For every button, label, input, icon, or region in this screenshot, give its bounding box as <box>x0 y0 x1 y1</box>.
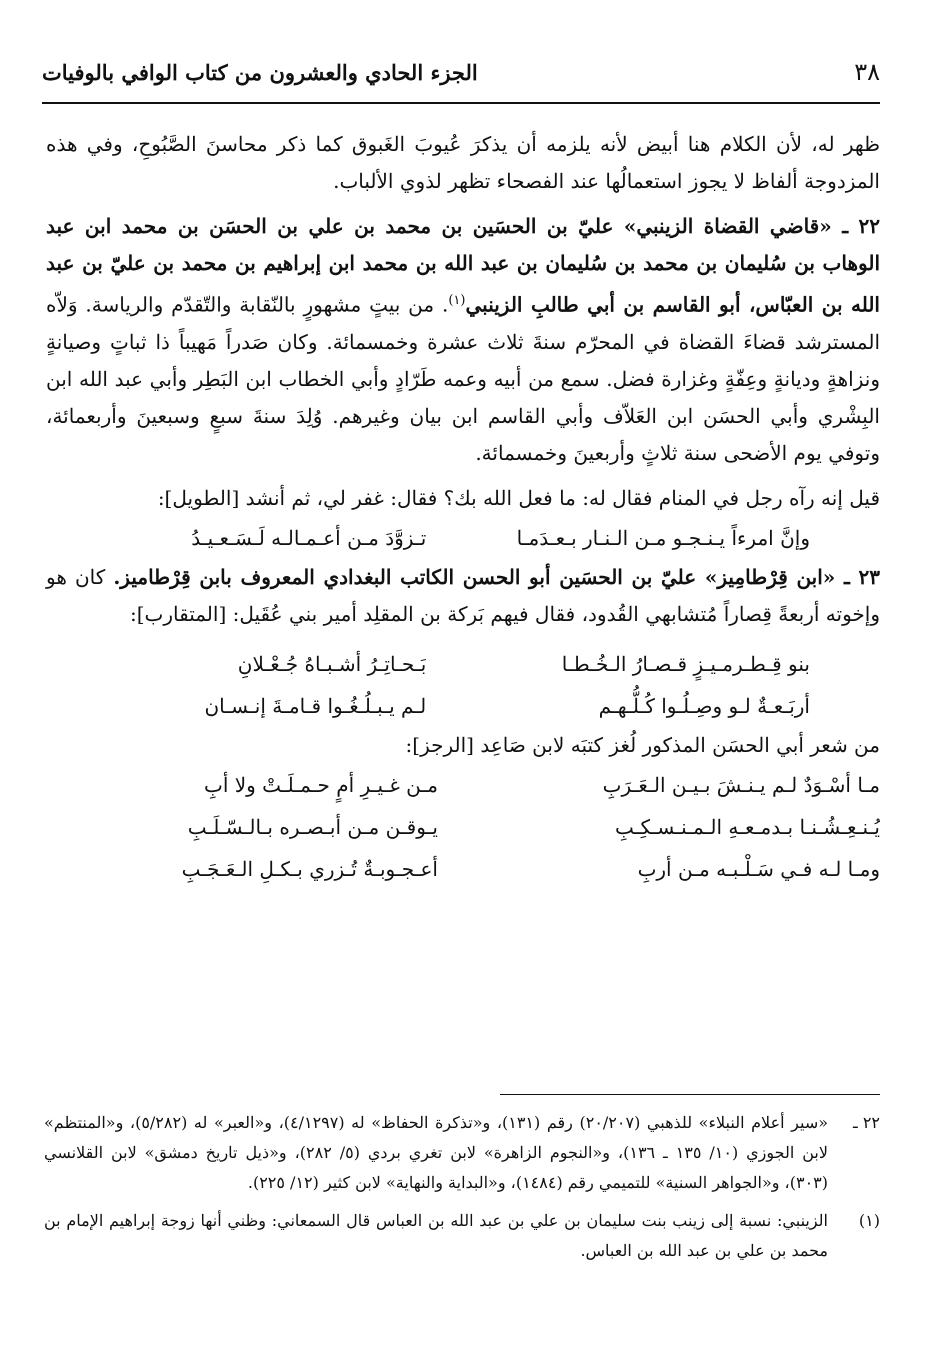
page-header <box>42 52 880 98</box>
verse-hemistich-first: ومـا لـه فـي سَـلْـبـه مـن أربِ <box>637 856 880 881</box>
entry-22 <box>46 208 880 472</box>
main-text <box>46 126 880 890</box>
verse-line <box>46 643 880 685</box>
paragraph-opening: ظهر له، لأن الكلام هنا أبيض لأنه يلزمه أن يذكرَ عُيوبَ الغَبوق كما ذكر محاسنَ الصَّبُوحِ، وفي هذه المزدوجة ألفاظ لا يجوز استعمالُها عند الفصحاء تظهر لذوي الألباب. <box>46 132 880 193</box>
verse-line <box>46 517 880 559</box>
paragraph-poetry-intro: من شعر أبي الحسَن المذكور لُغز كتبَه لابن صَاعِد [الرجز]: <box>405 732 880 757</box>
verse-hemistich-second: لـم يـبـلُـغُـوا قـامـةَ إنـسـان <box>204 693 427 718</box>
verse-hemistich-first: أربَـعـةٌ لـو وصِـلُـوا كُـلُّـهـم <box>598 693 810 718</box>
header-rule <box>42 102 880 104</box>
entry-23-heading: ٢٣ ـ «ابن قِرْطامِيز» عليّ بن الحسَين أبو الحسن الكاتب البغدادي المعروف بابن قِرْطاميز. <box>113 564 881 589</box>
footnote-number: (١) <box>858 1211 880 1230</box>
verse-hemistich-first: بنو قِـطـرمـيـزٍ قـصـارُ الـخُـطـا <box>561 651 810 676</box>
verse-line <box>46 848 880 890</box>
footnote-rule <box>500 1094 880 1095</box>
verse-hemistich-second: أعـجـوبـةٌ تُـزري بـكـلِ الـعَـجَـبِ <box>181 856 438 881</box>
verse-hemistich-second: مـن غـيـرِ أمٍ حـمـلَـتْ ولا أبِ <box>203 772 438 797</box>
paragraph-dream: قيل إنه رآه رجل في المنام فقال له: ما فعل الله بك؟ فقال: غفر لي، ثم أنشد [الطويل]: <box>157 485 880 510</box>
verse-hemistich-second: يـوقـن مـن أبـصـره بـالـسّـلَـبِ <box>187 814 438 839</box>
footnote-sources <box>44 1108 880 1198</box>
entry-22-text: . من بيتٍ مشهورٍ بالنّقابة والتّقدّم والرياسة. وَلاّه المسترشد قضاءَ القضاة في المحرّم سنةَ ثلاث عشرة وخمسمائة. وكان صَدراً مَهيباً ذا ثباتٍ وصيانةٍ ونزاهةٍ وديانةٍ وعِفّةٍ وغزارة فضل. سمع من أبيه وعمه طَرّادٍ وأبي الخطاب ابن البَطِر وأبي عبد الله ابن البِشْري وأبي الحسَن ابن العَلاّف وأبي القاسم ابن بيان وغيرهم. وُلِدَ سنةَ سبعٍ وسبعينَ وأربعمائة، وتوفي يوم الأضحى سنة ثلاثٍ وأربعينَ وخمسمائة. <box>46 292 880 465</box>
footnote-number: ٢٢ ـ <box>853 1113 880 1132</box>
verse-line <box>46 806 880 848</box>
verse-line <box>46 764 880 806</box>
entry-22-heading: ٢٢ ـ «قاضي القضاة الزينبي» عليّ بن الحسَين بن محمد بن علي بن الحسَن بن محمد ابن عبد الوهاب بن سُليمان بن محمد بن سُليمان بن عبد الله بن محمد ابن إبراهيم بن محمد بن عليّ بن عبد الله بن العبّاس، أبو القاسم بن أبي طالبِ الزينبي <box>46 214 880 317</box>
footnote-text: «سير أعلام النبلاء» للذهبي (٢٠/٢٠٧) رقم (١٣١)، و«تذكرة الحفاظ» له (٤/١٢٩٧)، و«العبر» له (٥/٢٨٢)، و«المنتظم» لابن الجوزي (١٠/ ١٣٥ ـ ١٣٦)، و«النجوم الزاهرة» لابن تغري بردي (٥/ ٢٨٢)، و«ذيل تاريخ دمشق» لابن القلانسي (٣٠٣)، و«الجواهر السنية» للتميمي رقم (١٤٨٤)، و«البداية والنهاية» لابن كثير (١٢/ ٢٢٥). <box>44 1113 829 1192</box>
verse-hemistich-first: يُـنـعِـشُـنـا بـدمـعـهِ الـمـنـسـكِـبِ <box>614 814 880 839</box>
verse-hemistich-second: بَـحـاتِـرُ أشـبـاهُ جُـعْـلانِ <box>237 651 427 676</box>
verse-hemistich-first: مـا أسْـوَدٌ لـم يـنـشَ بـيـن الـعَـرَبِ <box>602 772 880 797</box>
entry-23 <box>46 559 880 633</box>
footnote-text: الزينبي: نسبة إلى زينب بنت سليمان بن علي بن عبد الله بن العباس قال السمعاني: وظني أنها زوجة إبراهيم الإمام بن محمد بن علي بن عبد الله بن العباس. <box>44 1211 828 1260</box>
footnote-marker: (١) <box>448 293 466 308</box>
footnotes <box>44 1108 880 1266</box>
verse-hemistich-second: تـزوَّدَ مـن أعـمـالـه لَـسَـعـيـدُ <box>191 525 427 550</box>
verse-hemistich-first: وإنَّ امرءاً يـنـجـو مـن الـنـار بـعـدَمـا <box>516 525 810 550</box>
page-number: ٣٨ <box>854 58 880 86</box>
running-title: الجزء الحادي والعشرون من كتاب الوافي بالوفيات <box>42 60 478 85</box>
entry-23-text: كان هو وإخوته أربعةً قِصاراً مُتشابهي القُدود، فقال فيهم بَركة بن المقلِد أمير بني عُقَيل: [المتقارب]: <box>46 564 880 626</box>
footnote-1 <box>44 1206 880 1266</box>
verse-line <box>46 685 880 727</box>
